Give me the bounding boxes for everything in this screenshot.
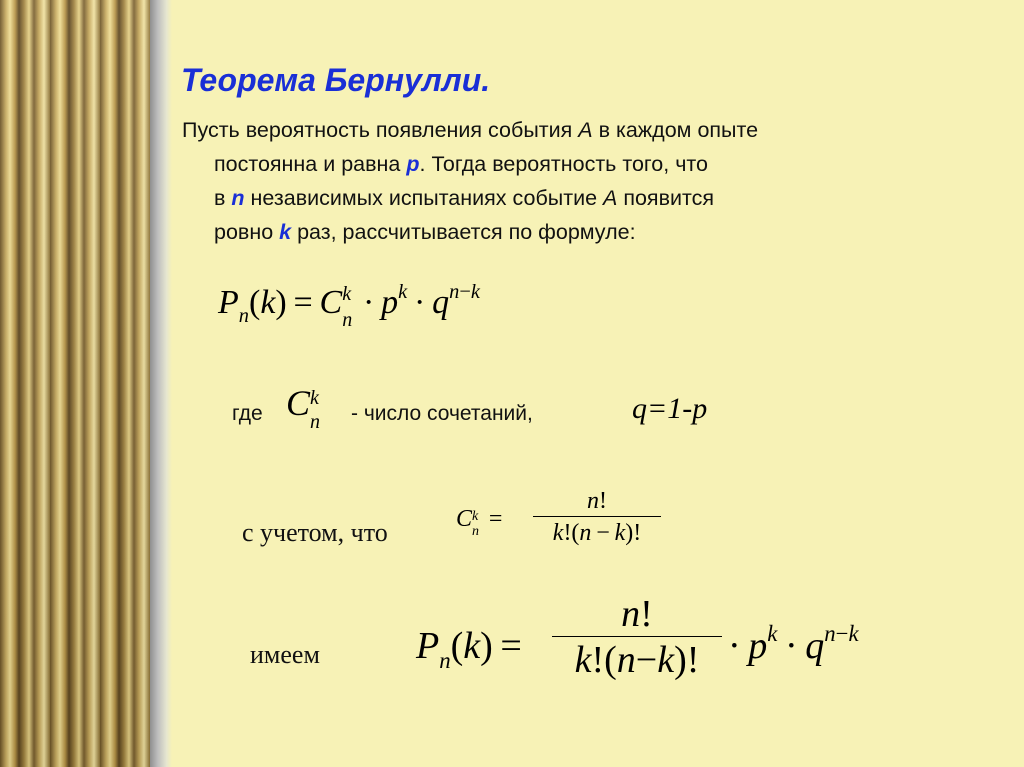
accounting-label: с учетом, что [242, 518, 388, 547]
paragraph-line-1: Пусть вероятность появления события А в каждом опыте [182, 118, 759, 142]
final-fraction: n! k!(n−k)! [552, 592, 722, 683]
where-label: где [232, 402, 263, 425]
have-label: имеем [250, 640, 320, 669]
combination-definition-lhs: C k n = [456, 506, 503, 539]
final-formula-lhs: $P_n(k)$ = [416, 625, 522, 674]
decorative-border [0, 0, 150, 767]
paragraph-line-3: в n независимых испытаниях событие А появится [214, 186, 715, 210]
paragraph-line-2: постоянна и равна р. Тогда вероятность того, что [214, 152, 708, 176]
paragraph-line-4: ровно k раз, рассчитывается по формуле: [214, 220, 636, 244]
combination-symbol: C k n [286, 383, 321, 433]
final-formula-rhs: · $p^k \cdot q^{n-k}$ [728, 620, 859, 667]
slide-title: Теорема Бернулли. [181, 62, 491, 98]
combination-fraction: n! k!(n − k)! [533, 486, 661, 549]
combinations-text: - число сочетаний, [351, 402, 533, 425]
border-shadow [150, 0, 172, 767]
q-formula: q=1-p [632, 392, 708, 425]
bernoulli-formula: $P_n(k) = C$ k n · $p^k \cdot q^{n-k}$ [218, 280, 480, 331]
